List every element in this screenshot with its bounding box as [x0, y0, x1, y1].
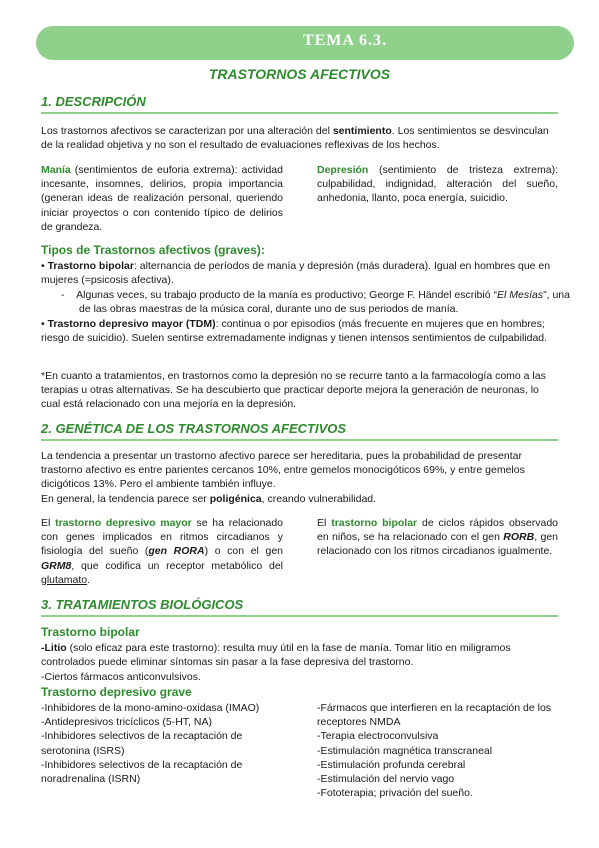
- list-item: -Estimulación profunda cerebral: [317, 758, 466, 771]
- anticonvulsants-item: -Ciertos fármacos anticonvulsivos.: [41, 671, 201, 683]
- list-item: -Inhibidores selectivos de la recaptación de serotonina (ISRS): [41, 730, 243, 757]
- list-item: -Estimulación magnética transcraneal: [317, 744, 493, 757]
- list-item: -Fármacos que interfieren en la recaptación de los receptores NMDA: [317, 702, 552, 729]
- section-heading-genetics: 2. GENÉTICA DE LOS TRASTORNOS AFECTIVOS: [41, 422, 558, 441]
- list-item: -Terapia electroconvulsiva: [317, 730, 439, 743]
- polygenic-paragraph: En general, la tendencia parece ser poligénica, creando vulnerabilidad.: [41, 493, 377, 505]
- section-heading-description: 1. DESCRIPCIÓN: [41, 95, 558, 114]
- topic-banner: [36, 26, 574, 60]
- lithium-paragraph: -Litio (solo eficaz para este trastorno): resulta muy útil en la fase de manía. Tomar litio en miligramos controlados puede eliminar síntomas sin pasar a la fase depresiva del trastorno.: [41, 642, 511, 669]
- list-item: -Estimulación del nervio vago: [317, 773, 455, 786]
- list-item: -Inhibidores de la mono-amino-oxidasa (IMAO): [41, 702, 260, 714]
- section-heading-treatments: 3. TRATAMIENTOS BIOLÓGICOS: [41, 598, 558, 617]
- treatment-list-right: [317, 701, 558, 800]
- treatment-list-left: [41, 701, 286, 786]
- list-item: -Fototerapia; privación del sueño.: [317, 787, 473, 800]
- bipolar-subitem: - Algunas veces, su trabajo producto de la manía es productivo; George F. Händel escribió “El Mesías”, una de las obras maestras de la música coral, durante uno de sus periodos de manía.: [61, 289, 570, 316]
- bipolar-genes-paragraph: El trastorno bipolar de ciclos rápidos observado en niños, se ha relacionado con el gen RORB, gen relacionado con los ritmos circadianos igualmente.: [317, 517, 559, 558]
- bipolar-treatment-heading: Trastorno bipolar: [41, 625, 140, 639]
- bipolar-type-item: • Trastorno bipolar: alternancia de períodos de manía y depresión (más duradera). Igual en hombres que en mujeres (=psicosis afectiva).: [41, 260, 551, 287]
- depression-treatment-heading: Trastorno depresivo grave: [41, 685, 192, 699]
- heredity-paragraph: La tendencia a presentar un trastorno afectivo parece ser hereditaria, pues la probabilidad de presentar trastorno afectivo es entre parientes cercanos 10%, entre gemelos monocigóticos 69%, y entre gemelos dicigóticos 13%. Pero el ambiente también influye.: [41, 450, 525, 491]
- page-title: TRASTORNOS AFECTIVOS: [208, 66, 391, 82]
- depression-paragraph: Depresión (sentimiento de tristeza extrema): culpabilidad, indignidad, alteración del sueño, anhedonia, llanto, poca energía, suicidio.: [317, 164, 558, 205]
- intro-paragraph: Los trastornos afectivos se caracterizan por una alteración del sentimiento. Los sentimientos se desvinculan de la realidad objetiva y no son el resultado de evaluaciones reflexivas de los hechos.: [41, 125, 549, 152]
- list-item: -Antidepresivos tricíclicos (5-HT, NA): [41, 716, 212, 729]
- topic-number: TEMA 6.3.: [302, 32, 388, 49]
- tdm-type-item: • Trastorno depresivo mayor (TDM): continua o por episodios (más frecuente en mujeres que en hombres; riesgo de suicidio). Suelen sentirse extremadamente indignas y tienen intensos sentimientos de culpabilidad.: [41, 318, 548, 345]
- mania-paragraph: Manía (sentimientos de euforia extrema): actividad incesante, insomnes, delirios, propia importancia (generan ideas de realización personal, queriendo iniciar proyectos o con contenido típico de delirios de grandeza.: [41, 164, 283, 233]
- treatment-note: *En cuanto a tratamientos, en trastornos como la depresión no se recurre tanto a la farmacología como a las terapias u otras alternativas. Se ha descubierto que practicar deporte mejora la generación de neuronas, lo cual está relacionado con una mejoría en la depresión.: [41, 370, 546, 411]
- types-heading: Tipos de Trastornos afectivos (graves):: [41, 243, 265, 257]
- list-item: -Inhibidores selectivos de la recaptación de noradrenalina (ISRN): [41, 758, 243, 786]
- tdm-genes-paragraph: El trastorno depresivo mayor se ha relacionado con genes implicados en ritmos circadianos y fisiología del sueño (gen RORA) o con el gen GRM8, que codifica un receptor metabólico del glutamato.: [41, 517, 283, 586]
